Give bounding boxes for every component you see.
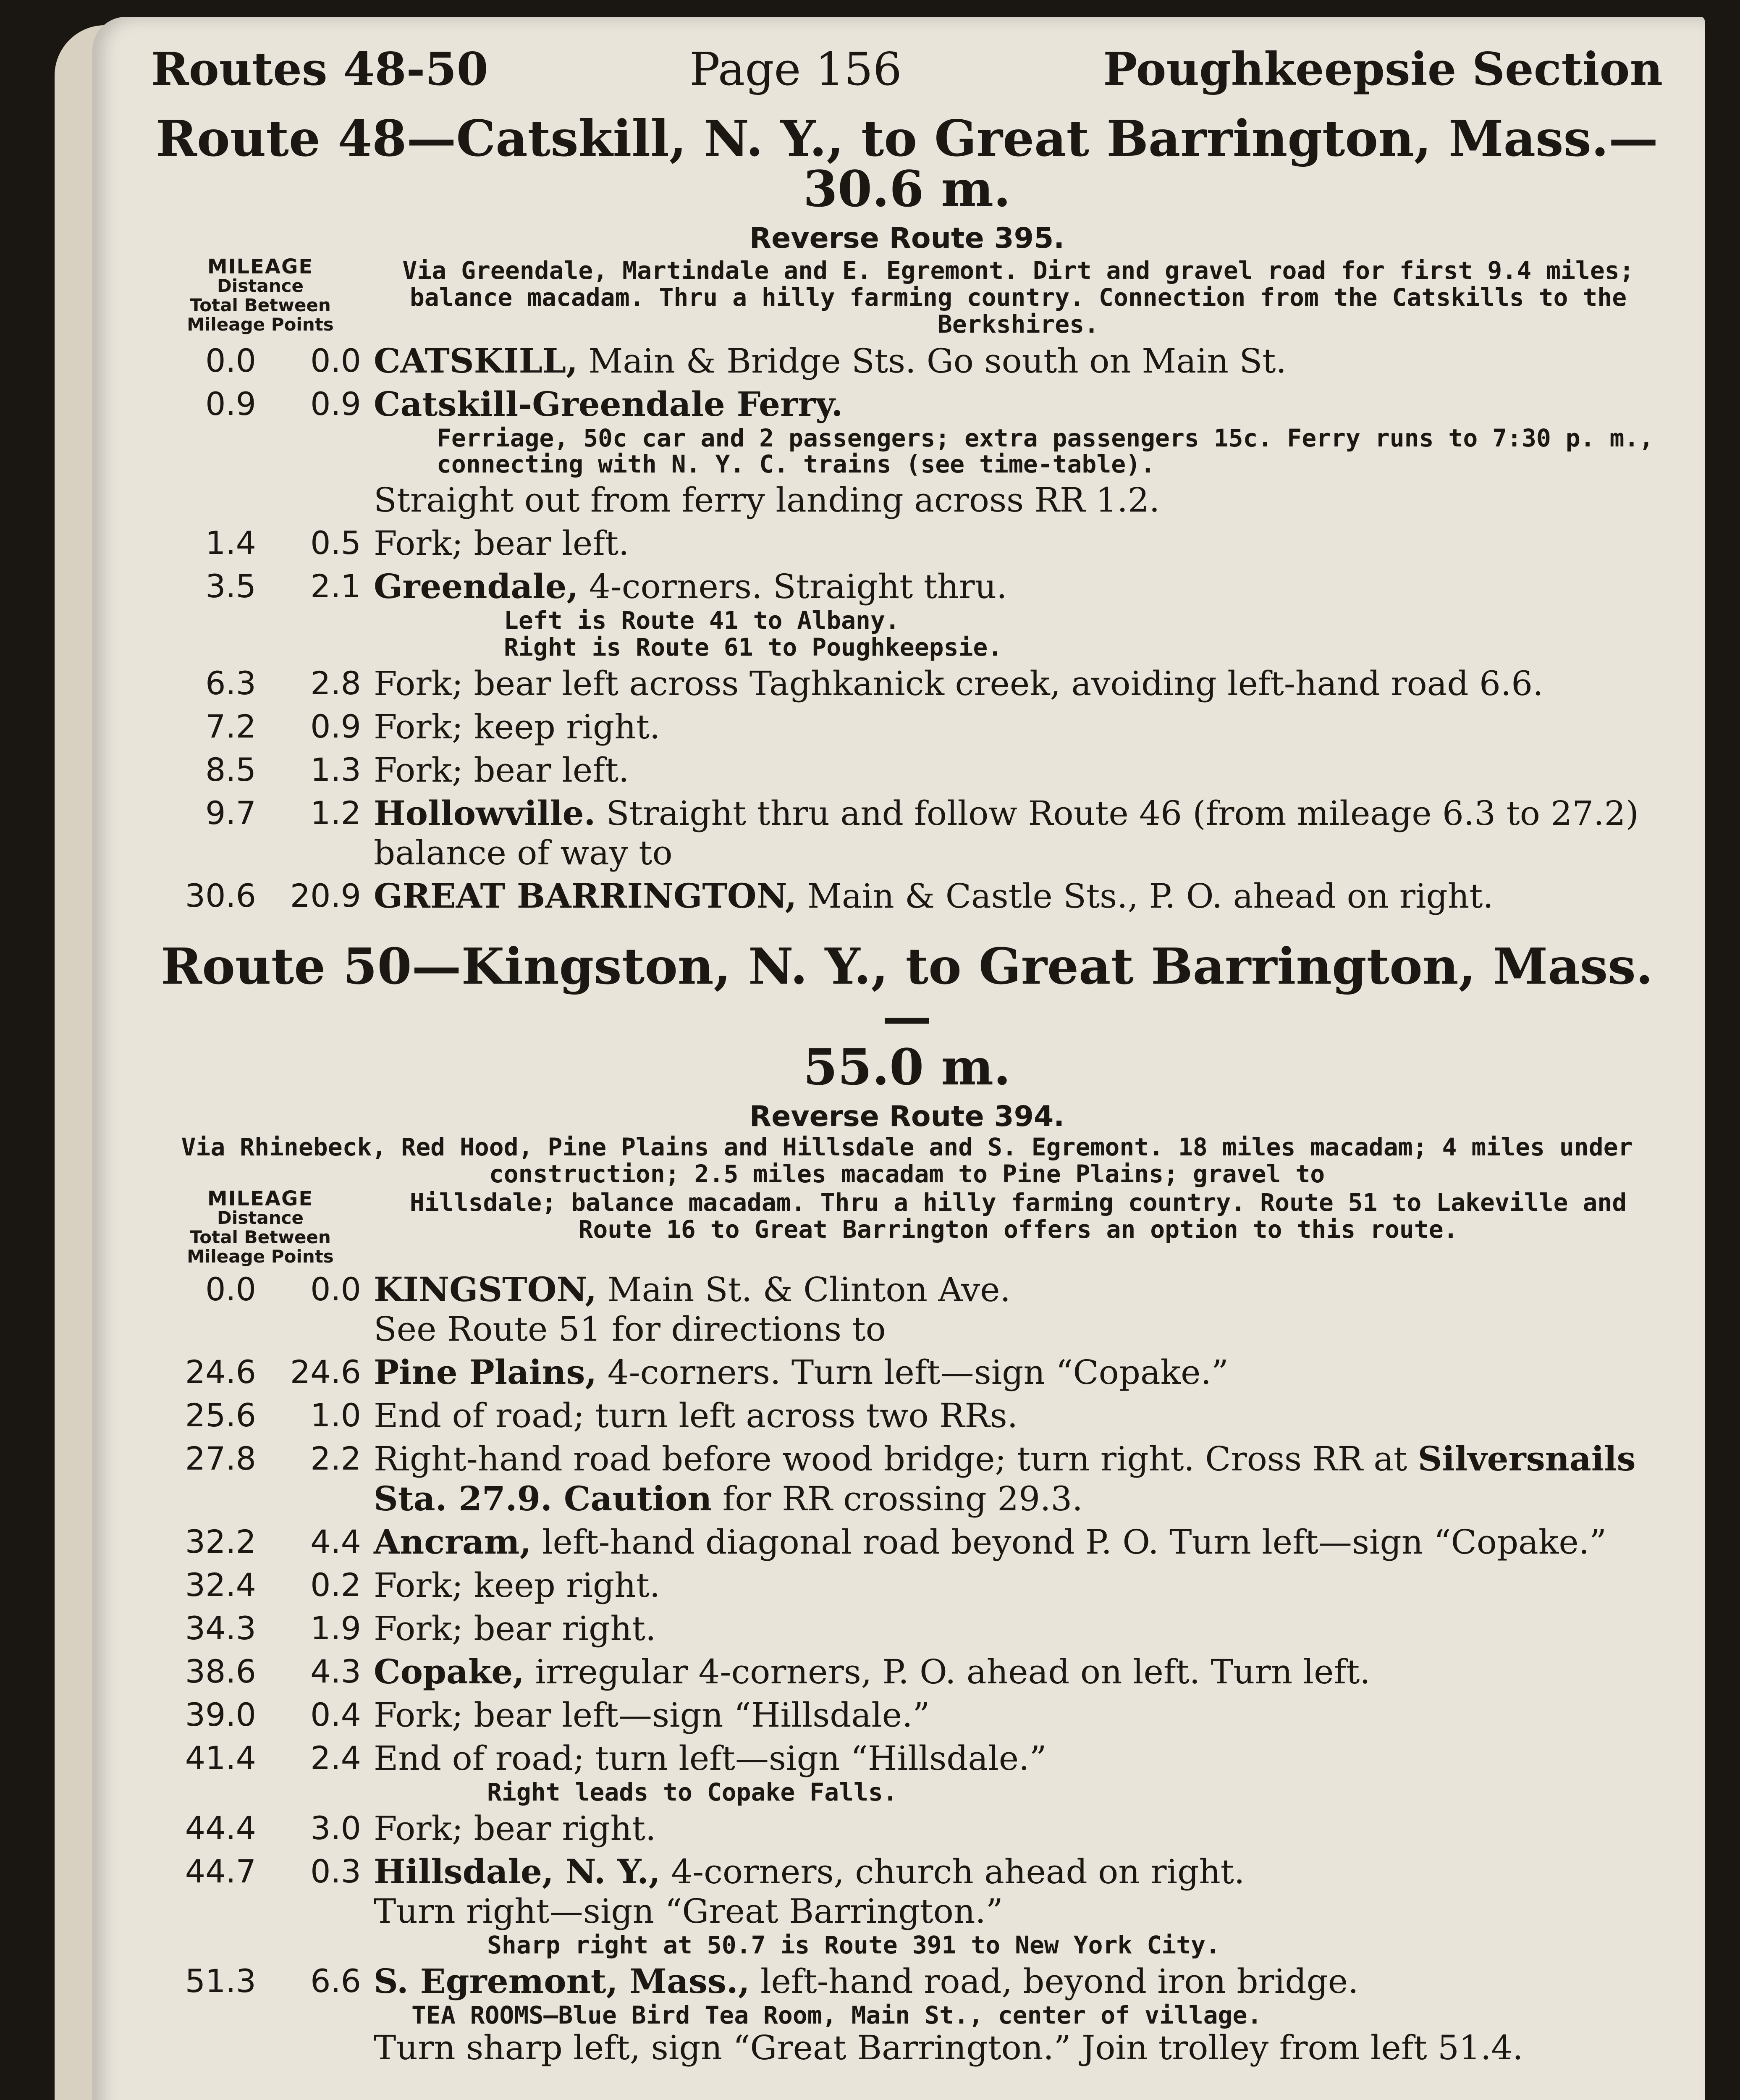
mileage-distance: 2.4 (310, 1739, 361, 1777)
mileage-total: 0.9 (205, 385, 256, 423)
mileage-total: 34.3 (185, 1609, 256, 1647)
mileage-distance: 6.6 (310, 1962, 361, 2000)
direction-text: Catskill-Greendale Ferry. (374, 384, 843, 424)
mileage-total: 0.0 (205, 342, 256, 379)
route50-row-10 (151, 1809, 1663, 1848)
mileage-key (151, 257, 369, 334)
mileage-total: 30.6 (185, 877, 256, 914)
direction-text: Copake, irregular 4-corners, P. O. ahead on left. Turn left. (374, 1652, 1371, 1691)
direction-text: Fork; keep right. (374, 707, 660, 746)
mileage-distance: 0.9 (310, 385, 361, 423)
route50-row-4 (151, 1522, 1663, 1562)
mileage-distance: 0.0 (310, 1270, 361, 1308)
ferry-continue: Straight out from ferry landing across RR 1.2. (374, 480, 1160, 520)
route50-row-9 (151, 1738, 1663, 1778)
header-section: Poughkeepsie Section (1103, 43, 1663, 96)
tea-rooms-note: TEA ROOMS—Blue Bird Tea Room, Main St., center of village. (411, 2001, 1262, 2029)
mileage-total: 38.6 (185, 1653, 256, 1690)
route48-row-8 (151, 876, 1663, 916)
mileage-distance: 0.5 (310, 524, 361, 562)
route48-row-6 (151, 750, 1663, 790)
mileage-total: 51.3 (185, 1962, 256, 2000)
mileage-total: 41.4 (185, 1739, 256, 1777)
mileage-distance: 0.3 (310, 1853, 361, 1890)
direction-text: Fork; bear left across Taghkanick creek, avoiding left-hand road 6.6. (374, 664, 1543, 703)
mileage-key-title: MILEAGE (207, 255, 314, 278)
mileage-total: 32.2 (185, 1523, 256, 1560)
mileage-distance: 1.3 (310, 751, 361, 788)
mileage-distance: 20.9 (290, 877, 361, 914)
ferry-note: Ferriage, 50c car and 2 passengers; extra passengers 15c. Ferry runs to 7:30 p. m., connecting with N. Y. C. trains (see time-table). (437, 424, 1654, 478)
route48-row-1 (151, 384, 1663, 424)
direction-text: Fork; bear left. (374, 524, 629, 563)
mileage-total: 1.4 (205, 524, 256, 562)
mileage-distance: 4.3 (310, 1653, 361, 1690)
greendale-note-2: Right is Route 61 to Poughkeepsie. (504, 633, 1003, 662)
direction-text: CATSKILL, Main & Bridge Sts. Go south on Main St. (374, 341, 1287, 381)
mileage-total: 24.6 (185, 1353, 256, 1391)
route50-title-line2: 55.0 m. (803, 1038, 1011, 1096)
route50-row-11 (151, 1852, 1663, 1892)
route50-row-12 (151, 1961, 1663, 2001)
direction-text: Right-hand road before wood bridge; turn right. Cross RR at Silversnails Sta. 27.9. Caution for RR crossing 29.3. (374, 1439, 1636, 1518)
route50-via-2: Hillsdale; balance macadam. Thru a hilly farming country. Route 51 to Lakeville and Route 16 to Great Barrington offers an option to this route. (409, 1188, 1627, 1244)
mileage-distance: 2.1 (310, 567, 361, 605)
mileage-total: 44.4 (185, 1809, 256, 1847)
direction-text: Pine Plains, 4-corners. Turn left—sign “Copake.” (374, 1352, 1229, 1392)
direction-text: Fork; keep right. (374, 1566, 660, 1605)
route48-row-2 (151, 523, 1663, 563)
route50-row-6 (151, 1609, 1663, 1648)
running-head (151, 34, 1663, 105)
route50-row-8 (151, 1695, 1663, 1735)
route50-row-3 (151, 1439, 1663, 1519)
route50-row-0 (151, 1270, 1663, 1310)
route48-title-line2: 30.6 m. (803, 160, 1011, 218)
route48-title (151, 109, 1663, 218)
direction-text: GREAT BARRINGTON, Main & Castle Sts., P. O. ahead on right. (374, 876, 1494, 916)
mileage-total: 32.4 (185, 1566, 256, 1604)
mileage-distance: 4.4 (310, 1523, 361, 1560)
mileage-total: 44.7 (185, 1853, 256, 1890)
greendale-note-1: Left is Route 41 to Albany. (504, 606, 900, 635)
mileage-key-title: MILEAGE (207, 1187, 314, 1210)
direction-text: Ancram, left-hand diagonal road beyond P. O. Turn left—sign “Copake.” (374, 1522, 1607, 1562)
copake-falls-note: Right leads to Copake Falls. (487, 1778, 898, 1806)
mileage-total: 27.8 (185, 1440, 256, 1477)
page-content (151, 34, 1663, 2068)
mileage-distance: 1.2 (310, 794, 361, 832)
direction-text: Fork; bear right. (374, 1609, 656, 1648)
direction-text: Hillsdale, N. Y., 4-corners, church ahead on right. (374, 1852, 1245, 1891)
route48-row-7 (151, 793, 1663, 873)
mileage-key-distance: Distance (217, 276, 304, 296)
mileage-total: 7.2 (205, 708, 256, 745)
mileage-key-row2: Total Between (190, 295, 331, 315)
route50-title (151, 937, 1663, 1096)
mileage-total: 6.3 (205, 664, 256, 702)
route48-row-0 (151, 341, 1663, 381)
route48-row-5 (151, 707, 1663, 747)
header-page-number: Page 156 (689, 43, 902, 96)
egremont-continue: Turn sharp left, sign “Great Barrington.” Join trolley from left 51.4. (374, 2028, 1523, 2067)
mileage-key-2 (151, 1189, 369, 1266)
mileage-distance: 0.4 (310, 1696, 361, 1733)
mileage-key-row3: Mileage Points (187, 314, 334, 335)
route50-title-line1: Route 50—Kingston, N. Y., to Great Barrington, Mass.— (161, 937, 1653, 1046)
mileage-distance: 0.2 (310, 1566, 361, 1604)
mileage-total: 0.0 (205, 1270, 256, 1308)
route50-via-1: Via Rhinebeck, Red Hood, Pine Plains and Hillsdale and S. Egremont. 18 miles macadam; 4 miles under construction; 2.5 miles macadam to Pine Plains; gravel to (181, 1133, 1633, 1188)
header-routes: Routes 48-50 (151, 43, 488, 96)
route48-title-line1: Route 48—Catskill, N. Y., to Great Barrington, Mass.— (155, 109, 1659, 168)
hillsdale-note: Sharp right at 50.7 is Route 391 to New York City. (487, 1931, 1220, 1959)
route50-row-1 (151, 1352, 1663, 1392)
mileage-key-row3: Mileage Points (187, 1246, 334, 1267)
route48-via: Via Greendale, Martindale and E. Egremont. Dirt and gravel road for first 9.4 miles; balance macadam. Thru a hilly farming country. Connection from the Catskills to the Berkshires. (402, 256, 1634, 339)
route50-row-7 (151, 1652, 1663, 1692)
route50-row-2 (151, 1396, 1663, 1436)
mileage-total: 9.7 (205, 794, 256, 832)
direction-text: End of road; turn left across two RRs. (374, 1396, 1018, 1435)
mileage-key-row2: Total Between (190, 1227, 331, 1247)
mileage-total: 25.6 (185, 1396, 256, 1434)
route48-row-4 (151, 664, 1663, 704)
direction-text: KINGSTON, Main St. & Clinton Ave. (374, 1270, 1011, 1309)
mileage-distance: 1.0 (310, 1396, 361, 1434)
direction-text: Hollowville. Straight thru and follow Route 46 (from mileage 6.3 to 27.2) balance of way to (374, 793, 1639, 872)
mileage-total: 39.0 (185, 1696, 256, 1733)
mileage-total: 8.5 (205, 751, 256, 788)
route48-reverse: Reverse Route 395. (749, 222, 1065, 255)
mileage-total: 3.5 (205, 567, 256, 605)
mileage-distance: 0.9 (310, 708, 361, 745)
mileage-key-distance: Distance (217, 1208, 304, 1228)
mileage-distance: 24.6 (290, 1353, 361, 1391)
route50-row-5 (151, 1565, 1663, 1605)
direction-text: Fork; bear left—sign “Hillsdale.” (374, 1696, 930, 1735)
mileage-distance: 1.9 (310, 1609, 361, 1647)
mileage-distance: 3.0 (310, 1809, 361, 1847)
direction-text: Fork; bear right. (374, 1809, 656, 1848)
mileage-distance: 2.2 (310, 1440, 361, 1477)
route48-row-3 (151, 567, 1663, 606)
hillsdale-continue: Turn right—sign “Great Barrington.” (374, 1892, 1003, 1931)
mileage-distance: 2.8 (310, 664, 361, 702)
route48-intro (151, 257, 1663, 338)
route50-intro (151, 1189, 1663, 1266)
direction-text: S. Egremont, Mass., left-hand road, beyond iron bridge. (374, 1961, 1359, 2001)
direction-text: Greendale, 4-corners. Straight thru. (374, 567, 1007, 606)
route50-reverse: Reverse Route 394. (749, 1100, 1065, 1133)
silversnails-caution: Silversnails Sta. 27.9. Caution (374, 1439, 1636, 1518)
mileage-distance: 0.0 (310, 342, 361, 379)
direction-text: Fork; bear left. (374, 751, 629, 790)
kingston-see: See Route 51 for directions to (374, 1310, 886, 1349)
direction-text: End of road; turn left—sign “Hillsdale.” (374, 1739, 1047, 1778)
